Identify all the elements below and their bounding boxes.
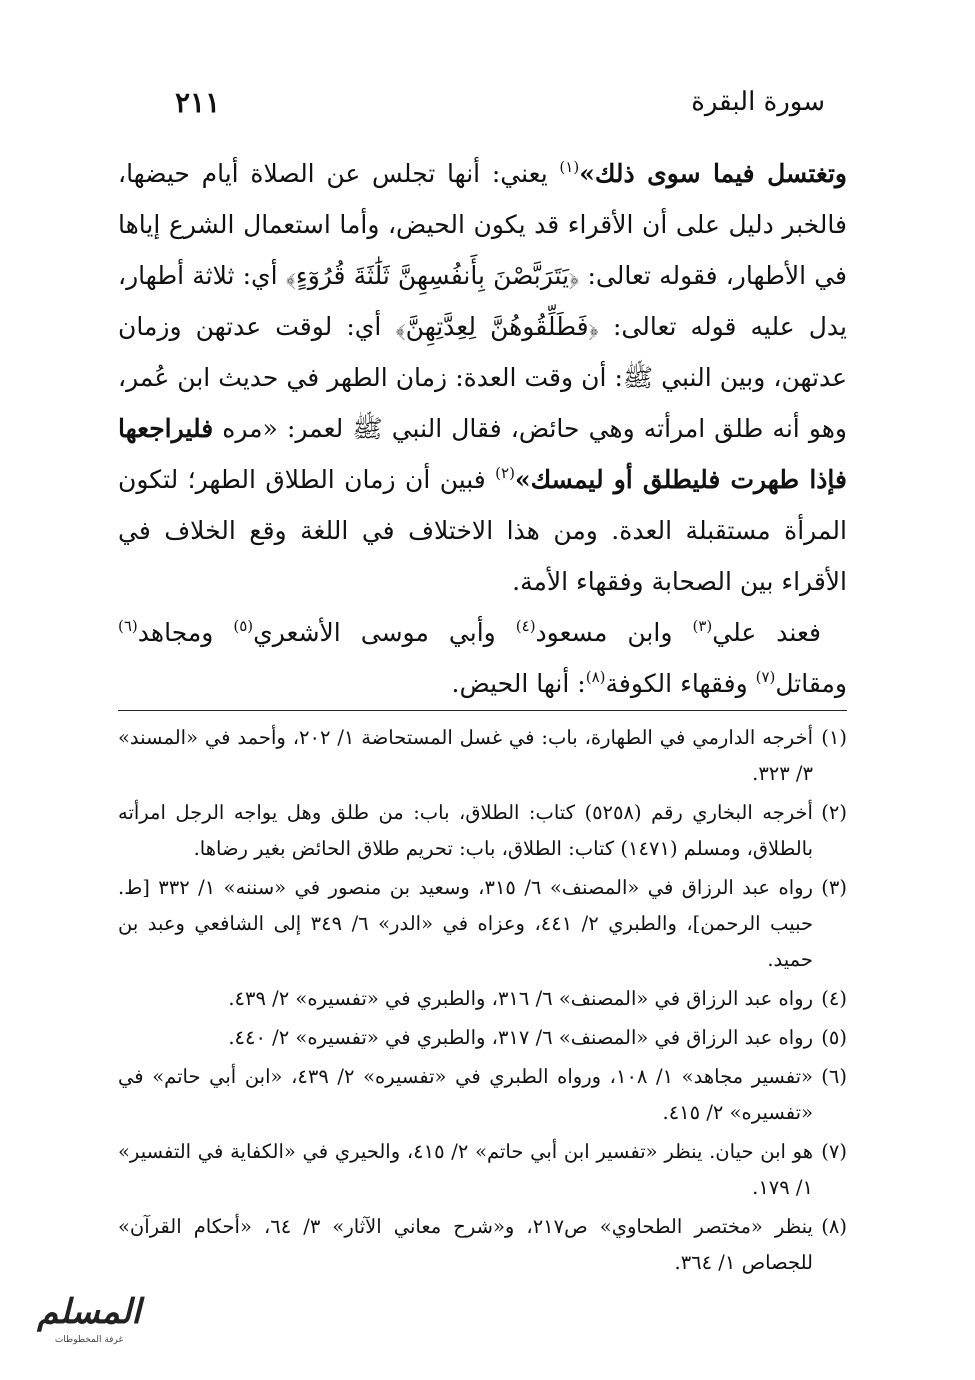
footnote xyxy=(118,981,847,1017)
footnote xyxy=(118,1020,847,1056)
page-header xyxy=(175,82,825,122)
footnotes xyxy=(118,720,847,1284)
library-stamp-logo xyxy=(14,1290,164,1370)
hadith-quote-start: وتغتسل فيما سوى ذلك» xyxy=(579,159,847,188)
footnote-text: هو ابن حيان. ينظر «تفسير ابن أبي حاتم» ٢/ ٤١٥، والحيري في «الكفاية في التفسير» ١/ ١٧٩. xyxy=(118,1140,813,1199)
text-segment: يعني: أنها تجلس عن الصلاة أيام حيضها، فالخبر دليل على أن الأقراء قد يكون الحيض، وأما استعمال الشرع إياها في الأطهار، فقوله تعالى: xyxy=(118,159,848,290)
text-segment: أي: لوقت عدتهن وزمان عدتهن، وبين النبي ﷺ: أن وقت العدة: زمان الطهر في حديث ابن عُمر، وهو أنه طلق امرأته وهي حائض، فقال النبي ﷺ لعمر: «مره xyxy=(118,312,847,443)
footnote-ref-5[interactable]: (٥) xyxy=(233,617,254,635)
footnote-ref-4[interactable]: (٤) xyxy=(515,617,536,635)
footnote-text: رواه عبد الرزاق في «المصنف» ٦/ ٣١٦، والطبري في «تفسيره» ٢/ ٤٣٩. xyxy=(228,987,813,1010)
footnote-text: رواه عبد الرزاق في «المصنف» ٦/ ٣١٧، والطبري في «تفسيره» ٢/ ٤٤٠. xyxy=(228,1026,813,1049)
text-segment: أي: ثلاثة أطهار، يدل عليه قوله تعالى: xyxy=(118,261,847,341)
surah-title: سورة البقرة xyxy=(691,87,825,117)
footnote-number: (١) xyxy=(821,726,847,749)
footnote xyxy=(118,1059,847,1131)
text-segment: فبين أن زمان الطلاق الطهر؛ لتكون المرأة مستقبلة العدة. ومن هذا الاختلاف في اللغة وقع الخلاف في الأقراء بين الصحابة وفقهاء الأمة. xyxy=(118,465,847,596)
quran-verse-1: ﴿يَتَرَبَّصْنَ بِأَنفُسِهِنَّ ثَلَٰثَةَ قُرُوٓءٍ﴾ xyxy=(285,261,580,290)
footnote-ref-8[interactable]: (٨) xyxy=(585,668,606,686)
footnote-text: أخرجه الدارمي في الطهارة، باب: في غسل المستحاضة ١/ ٢٠٢، وأحمد في «المسند» ٣/ ٣٢٣. xyxy=(118,726,813,785)
footnote-ref-3[interactable]: (٣) xyxy=(692,617,713,635)
paragraph-1 xyxy=(118,148,847,607)
footnote-divider xyxy=(118,710,847,711)
footnote-number: (٣) xyxy=(821,876,847,899)
hadith-quote-end: فليراجعها فإذا طهرت فليطلق أو ليمسك» xyxy=(118,414,847,494)
footnote xyxy=(118,795,847,867)
text-segment: وفقهاء الكوفة xyxy=(605,669,756,698)
footnote-number: (٤) xyxy=(821,987,847,1010)
footnote xyxy=(118,870,847,978)
paragraph-2 xyxy=(118,607,847,709)
main-text xyxy=(118,148,847,709)
footnote-text: رواه عبد الرزاق في «المصنف» ٦/ ٣١٥، وسعيد بن منصور في «سننه» ١/ ٣٣٢ [ط. حبيب الرحمن]، والطبري ٢/ ٤٤١، وعزاه في «الدر» ٦/ ٣٤٩ إلى الشافعي وعبد بن حميد. xyxy=(118,876,814,971)
stamp-sub-text: غرفة المخطوطات xyxy=(54,1335,124,1345)
footnote-text: ينظر «مختصر الطحاوي» ص٢١٧، و«شرح معاني الآثار» ٣/ ٦٤، «أحكام القرآن» للجصاص ١/ ٣٦٤. xyxy=(118,1215,813,1274)
text-segment: وابن مسعود xyxy=(535,618,693,647)
footnote xyxy=(118,1209,847,1281)
footnote-ref-1[interactable]: (١) xyxy=(559,158,580,176)
footnote-text: أخرجه البخاري رقم (٥٢٥٨) كتاب: الطلاق، باب: من طلق وهل يواجه الرجل امرأته بالطلاق، ومسلم (١٤٧١) كتاب: الطلاق، باب: تحريم طلاق الحائض بغير رضاها. xyxy=(118,801,813,860)
quran-verse-2: ﴿فَطَلِّقُوهُنَّ لِعِدَّتِهِنَّ﴾ xyxy=(395,312,599,341)
page-number: ٢١١ xyxy=(175,85,221,119)
footnote-number: (٧) xyxy=(821,1140,847,1163)
text-segment: فعند علي xyxy=(712,618,821,647)
text-segment: ومجاهد xyxy=(137,618,234,647)
footnote xyxy=(118,720,847,792)
footnote xyxy=(118,1134,847,1206)
text-segment: وأبي موسى الأشعري xyxy=(253,618,516,647)
footnote-text: «تفسير مجاهد» ١/ ١٠٨، ورواه الطبري في «تفسيره» ٢/ ٤٣٩، «ابن أبي حاتم» في «تفسيره» ٢/ ٤١٥. xyxy=(118,1065,813,1124)
footnote-ref-7[interactable]: (٧) xyxy=(755,668,776,686)
footnote-number: (٦) xyxy=(821,1065,847,1088)
text-segment: ومقاتل xyxy=(775,669,847,698)
text-segment: : أنها الحيض. xyxy=(451,669,586,698)
stamp-main-text: المسلم xyxy=(37,1292,141,1332)
footnote-ref-6[interactable]: (٦) xyxy=(118,617,138,635)
footnote-number: (٨) xyxy=(821,1215,847,1238)
footnote-ref-2[interactable]: (٢) xyxy=(495,464,515,482)
footnote-number: (٢) xyxy=(821,801,847,824)
footnote-number: (٥) xyxy=(821,1026,847,1049)
